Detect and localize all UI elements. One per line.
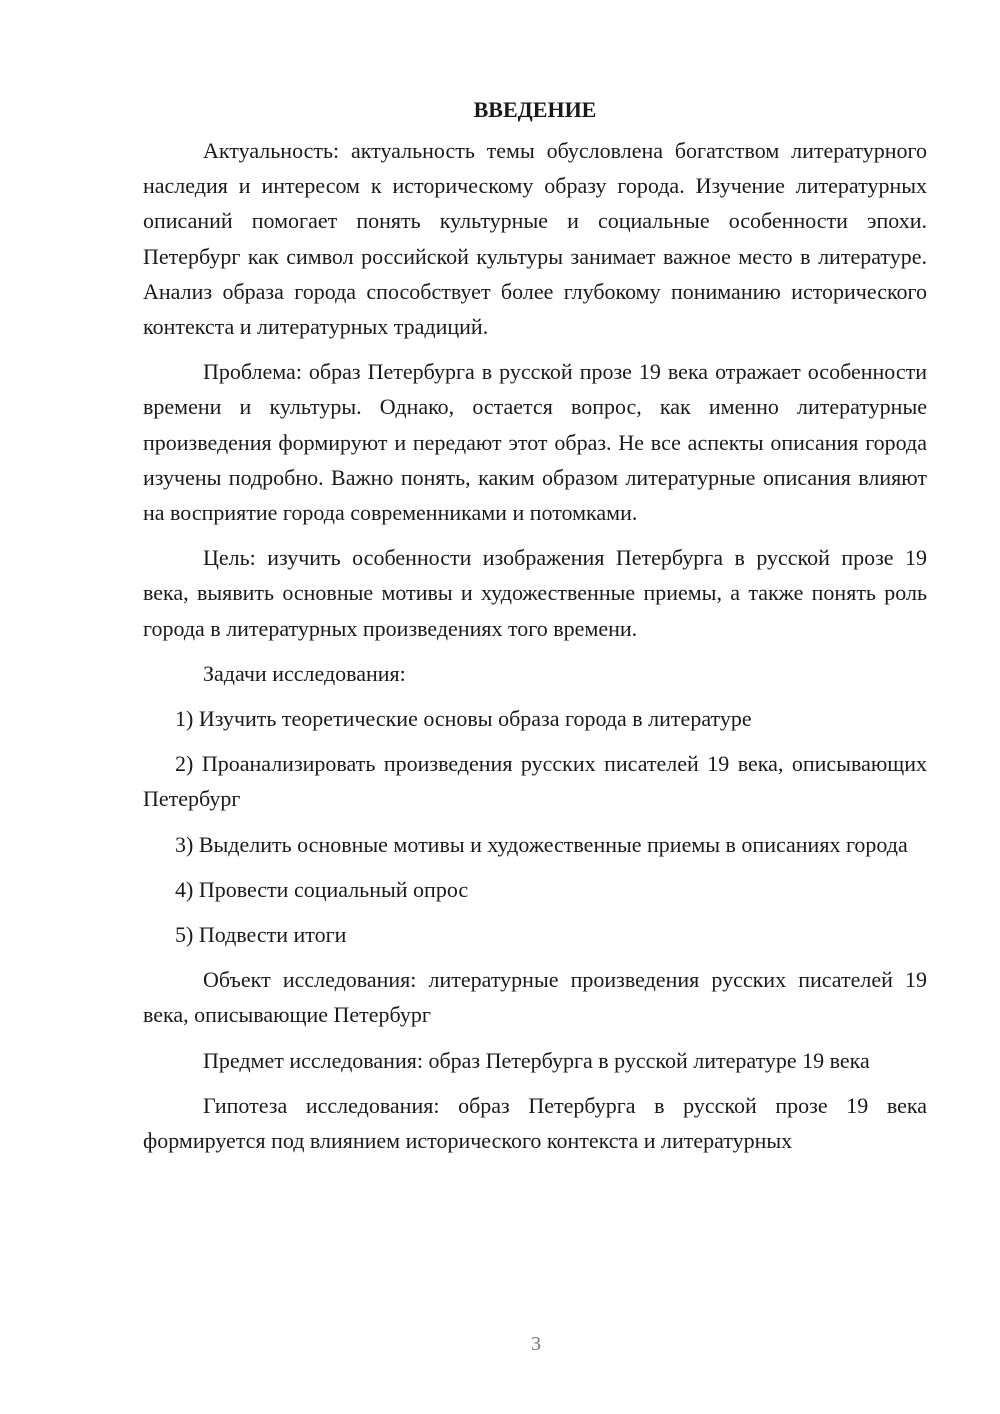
task-item: 5) Подвести итоги <box>175 922 347 948</box>
page-number: 3 <box>531 1333 541 1355</box>
goal-paragraph: Цель: изучить особенности изображения Петербурга в русской прозе 19 века, выявить основные мотивы и художественные приемы, а также понять роль города в литературных произведениях того времени. <box>143 545 927 641</box>
task-item: 1) Изучить теоретические основы образа города в литературе <box>175 706 752 732</box>
task-item: 3) Выделить основные мотивы и художественные приемы в описаниях города <box>175 831 908 857</box>
tasks-heading: Задачи исследования: <box>203 660 406 686</box>
task-item: 4) Провести социальный опрос <box>175 876 469 902</box>
section-title: ВВЕДЕНИЕ <box>473 97 597 122</box>
problem-paragraph: Проблема: образ Петербурга в русской прозе 19 века отражает особенности времени и культуры. Однако, остается вопрос, как именно литературные произведения формируют и передают этот образ. Не все аспекты описания города изучены подробно. Важно понять, каким образом литературные описания влияют на восприятие города современниками и потомками. <box>143 359 927 526</box>
relevance-paragraph: Актуальность: актуальность темы обусловлена богатством литературного наследия и интересом к историческому образу города. Изучение литературных описаний помогает понять культурные и социальные особенности эпохи. Петербург как символ российской культуры занимает важное место в литературе. Анализ образа города способствует более глубокому пониманию исторического контекста и литературных традиций. <box>143 138 927 340</box>
object-paragraph: Объект исследования: литературные произведения русских писателей 19 века, описывающие Петербург <box>143 967 927 1028</box>
document-page <box>143 92 927 1168</box>
hypothesis-paragraph: Гипотеза исследования: образ Петербурга в русской прозе 19 века формируется под влиянием исторического контекста и литературных <box>143 1092 927 1154</box>
task-item: 2) Проанализировать произведения русских писателей 19 века, описывающих Петербург <box>143 751 927 812</box>
subject-paragraph: Предмет исследования: образ Петербурга в русской литературе 19 века <box>203 1047 870 1073</box>
